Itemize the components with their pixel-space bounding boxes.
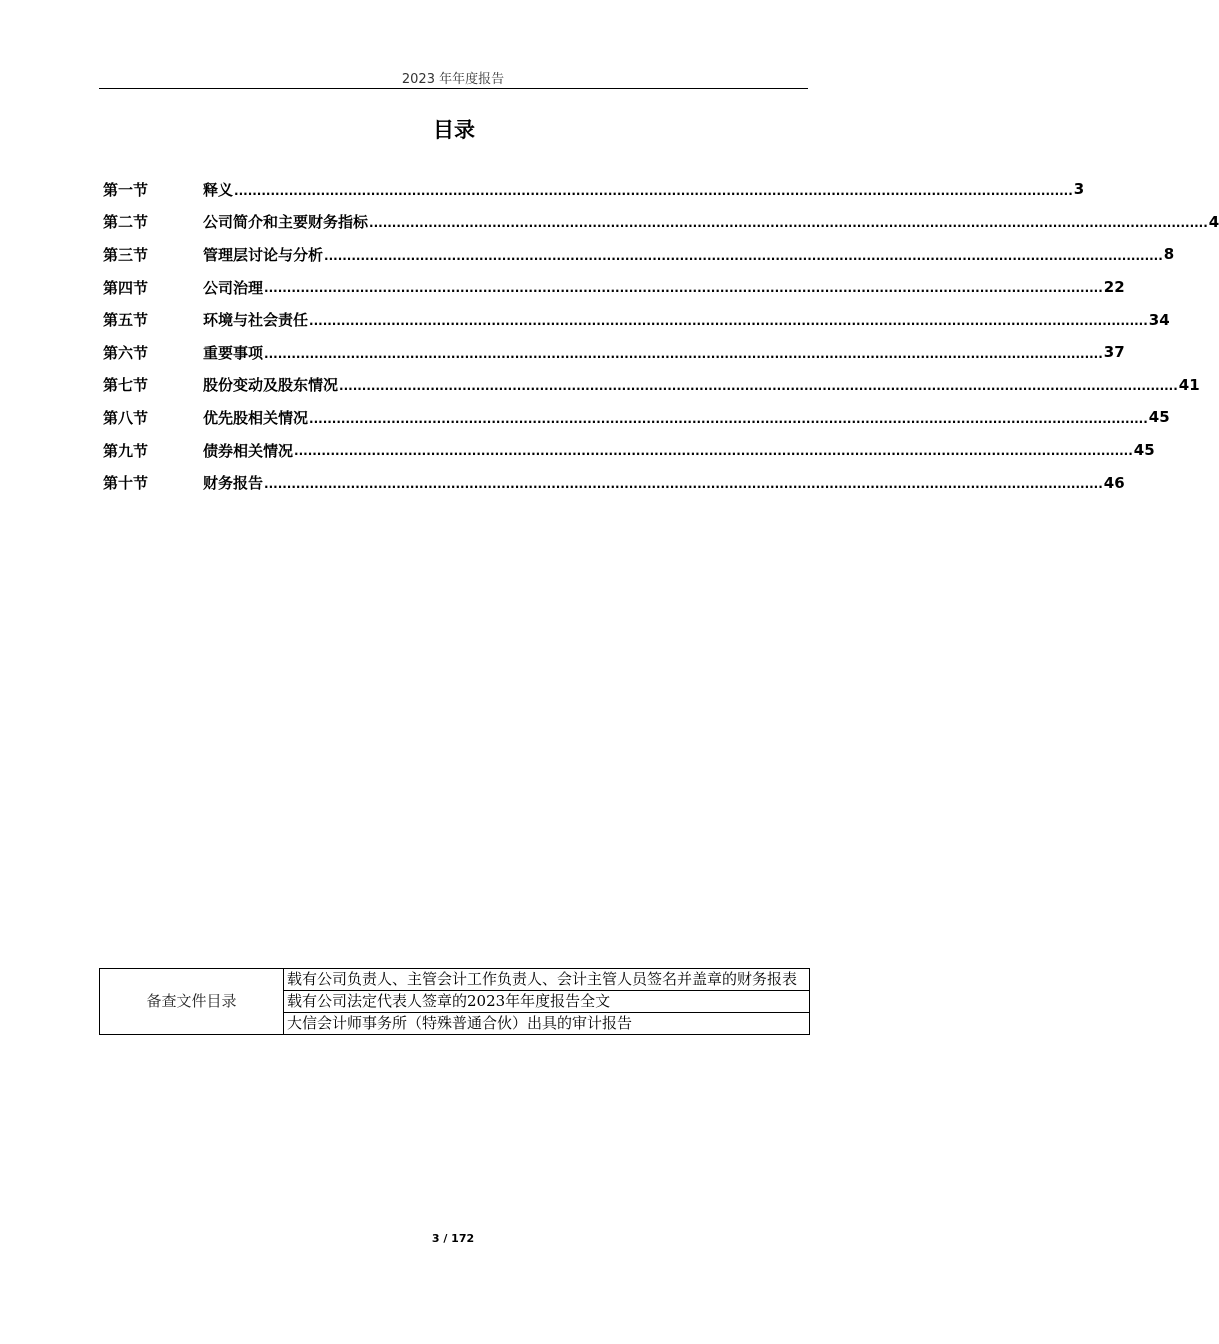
toc-section-number: 第三节 bbox=[103, 245, 149, 264]
toc-leader-dots: ........................................................................................................................................................................................ bbox=[339, 379, 1178, 394]
toc-leader-dots: ........................................................................................................................................................................................ bbox=[309, 411, 1148, 426]
toc-entry[interactable] bbox=[103, 401, 1170, 434]
toc-page-number: 34 bbox=[1148, 310, 1170, 329]
reference-document-item: 载有公司法定代表人签章的2023年年度报告全文 bbox=[284, 991, 810, 1013]
toc-page-number: 8 bbox=[1163, 245, 1175, 264]
toc-section-name: 管理层讨论与分析 bbox=[203, 245, 324, 264]
toc-leader-dots: ........................................................................................................................................................................................ bbox=[264, 346, 1103, 361]
toc-entry[interactable] bbox=[103, 303, 1170, 336]
toc-entry[interactable] bbox=[103, 206, 1219, 239]
toc-section-number: 第九节 bbox=[103, 441, 149, 460]
toc-section-name: 释义 bbox=[203, 180, 234, 199]
toc-section-number: 第八节 bbox=[103, 408, 149, 427]
toc-leader-dots: ........................................................................................................................................................................................ bbox=[264, 281, 1103, 296]
toc-entry[interactable] bbox=[103, 336, 1125, 369]
toc-page-number: 45 bbox=[1148, 408, 1170, 427]
toc-section-number: 第四节 bbox=[103, 278, 149, 297]
toc-section-number: 第一节 bbox=[103, 180, 149, 199]
toc-entry[interactable] bbox=[103, 238, 1175, 271]
toc-section-number: 第十节 bbox=[103, 474, 149, 493]
toc-section-name: 债券相关情况 bbox=[203, 441, 294, 460]
table-of-contents bbox=[103, 173, 1219, 499]
header-divider bbox=[99, 88, 808, 89]
running-header: 2023 年年度报告 bbox=[401, 72, 505, 87]
toc-page-number: 3 bbox=[1073, 180, 1085, 199]
reference-document-item: 大信会计师事务所（特殊普通合伙）出具的审计报告 bbox=[284, 1013, 810, 1035]
toc-entry[interactable] bbox=[103, 434, 1155, 467]
toc-leader-dots: ........................................................................................................................................................................................ bbox=[264, 476, 1103, 491]
toc-leader-dots: ........................................................................................................................................................................................ bbox=[234, 183, 1073, 198]
toc-section-number: 第六节 bbox=[103, 343, 149, 362]
toc-section-name: 财务报告 bbox=[203, 474, 264, 493]
toc-section-number: 第二节 bbox=[103, 213, 149, 232]
toc-page-number: 22 bbox=[1103, 278, 1125, 297]
toc-page-number: 37 bbox=[1103, 343, 1125, 362]
toc-title: 目录 bbox=[433, 118, 475, 142]
toc-section-name: 重要事项 bbox=[203, 343, 264, 362]
toc-section-name: 公司治理 bbox=[203, 278, 264, 297]
toc-page-number: 45 bbox=[1133, 441, 1155, 460]
reference-documents-label: 备查文件目录 bbox=[100, 969, 284, 1035]
toc-leader-dots: ........................................................................................................................................................................................ bbox=[369, 216, 1208, 231]
toc-page-number: 41 bbox=[1178, 375, 1200, 394]
toc-entry[interactable] bbox=[103, 466, 1125, 499]
toc-entry[interactable] bbox=[103, 173, 1085, 206]
toc-page-number: 4 bbox=[1208, 212, 1219, 231]
toc-leader-dots: ........................................................................................................................................................................................ bbox=[294, 444, 1133, 459]
reference-documents-table bbox=[99, 968, 810, 1035]
reference-document-item: 载有公司负责人、主管会计工作负责人、会计主管人员签名并盖章的财务报表 bbox=[284, 969, 810, 991]
toc-section-name: 股份变动及股东情况 bbox=[203, 376, 339, 395]
toc-section-name: 优先股相关情况 bbox=[203, 408, 309, 427]
toc-section-name: 公司简介和主要财务指标 bbox=[203, 213, 369, 232]
toc-page-number: 46 bbox=[1103, 473, 1125, 492]
toc-leader-dots: ........................................................................................................................................................................................ bbox=[324, 248, 1163, 263]
toc-leader-dots: ........................................................................................................................................................................................ bbox=[309, 313, 1148, 328]
page-indicator: 3 / 172 bbox=[431, 1232, 475, 1245]
toc-section-number: 第七节 bbox=[103, 376, 149, 395]
toc-entry[interactable] bbox=[103, 369, 1200, 402]
toc-section-name: 环境与社会责任 bbox=[203, 311, 309, 330]
toc-entry[interactable] bbox=[103, 271, 1125, 304]
toc-section-number: 第五节 bbox=[103, 311, 149, 330]
